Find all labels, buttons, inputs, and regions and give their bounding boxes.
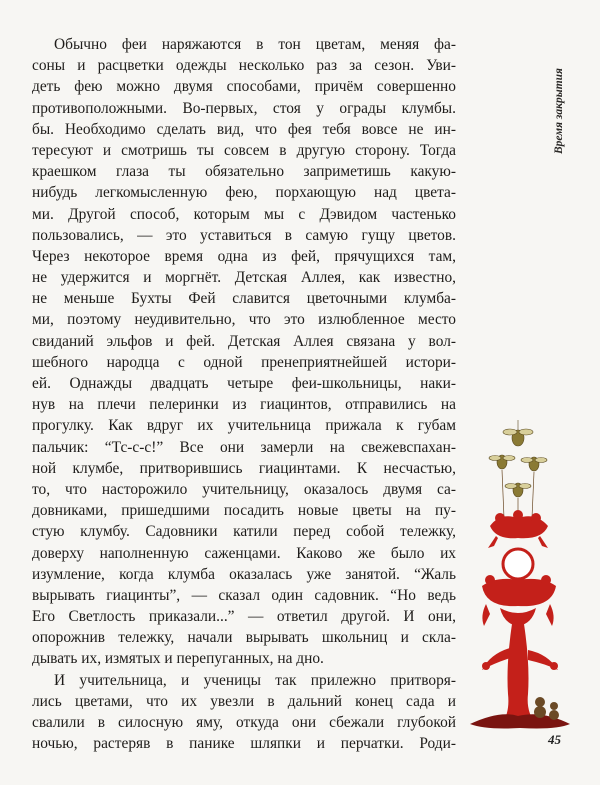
text-line: прогулку. Как вдруг их учительница прижала к губам <box>32 417 456 435</box>
text-line: изумление, когда клумба оказалась уже занятой. “Жаль <box>32 565 456 583</box>
text-line: то, что насторожило учительницу, оказалось двумя са- <box>32 480 456 498</box>
text-line: не удержится и моргнёт. Детская Аллея, как известно, <box>32 269 456 287</box>
text-line: доверху наполненную саженцами. Каково же было их <box>32 544 456 562</box>
text-line: свалили в силосную яму, откуда они сбежали глубокой <box>32 714 456 731</box>
text-line: противоположными. Во-первых, стоя у ограды клумбы. <box>32 99 456 117</box>
text-line: ей. Однажды двадцать четыре феи-школьницы, наки- <box>32 375 456 392</box>
text-line: ми. Другой способ, которым мы с Дэвидом частенько <box>32 205 456 223</box>
text-line: краешком глаза ты обязательно заприметишь какую- <box>32 163 456 181</box>
body-text <box>32 34 456 754</box>
text-line: ми, поэтому неудивительно, что это излюбленное место <box>32 311 456 329</box>
text-line: вырывать гиацинты”, — сказал один садовник. “Но ведь <box>32 586 456 604</box>
text-line: довниками, пришедшими посадить новые цветы на пу- <box>32 502 456 520</box>
tree-trunk <box>502 624 536 724</box>
text-line: опорожнив тележку, начали вырывать школьниц и скла- <box>32 629 456 647</box>
text-line: ночью, растеряв в панике шляпки и перчатки. Роди- <box>32 735 456 753</box>
text-line: соны и расцветки одежды несколько раз за сезон. Уви- <box>32 57 456 75</box>
text-line: тересуют и смотришь ты совсем в другую сторону. Тогда <box>32 141 456 159</box>
bee-figure-left <box>489 455 515 469</box>
text-line: не меньше Бухты Фей славится цветочными клумба- <box>32 290 456 308</box>
text-line: шебного народца с одной пренеприятнейшей истори- <box>32 353 456 371</box>
text-line: Его Светлость приказали...” — ответил другой. И они, <box>32 608 456 626</box>
bee-figure-right <box>521 457 547 471</box>
text-line: И учительница, и ученицы так прилежно притворя- <box>54 671 456 689</box>
text-line: нув на плечи пелеринки из гиацинтов, отправились на <box>32 396 456 414</box>
text-line: бы. Необходимо сделать вид, что фея тебя вовсе не ин- <box>32 120 456 138</box>
page-number: 45 <box>548 732 561 747</box>
text-line: дывать их, измятых и перепуганных, на дно. <box>32 650 324 668</box>
moon-circle <box>503 549 533 579</box>
text-line: пальчик: “Тс-с-с!” Все они замерли на свежевспахан- <box>32 438 456 456</box>
text-line: лись цветами, что их увезли в дальний конец сада и <box>32 692 456 710</box>
text-line: свиданий эльфов и фей. Детская Аллея связана у вол- <box>32 332 456 350</box>
running-head: Время закрытия <box>553 68 565 154</box>
text-line: стую клумбу. Садовники катили перед собой тележку, <box>32 523 456 541</box>
fairy-cluster-middle <box>482 575 556 626</box>
fairy-tree-illustration <box>460 418 578 736</box>
bee-figure-middle <box>505 483 531 497</box>
text-line: Через некоторое время одна из фей, прячущихся там, <box>32 247 456 265</box>
text-line: пользовались, — это уставиться в самую гущу цветов. <box>32 226 456 244</box>
text-line: нибудь легкомысленную фею, порхающую над цвета- <box>32 184 456 202</box>
bee-figure-top <box>503 420 533 446</box>
text-line: деть фею можно двумя способами, причём совершенно <box>32 78 456 96</box>
text-line: ной клумбе, притворившись гиацинтами. К несчастью, <box>32 459 456 477</box>
fairy-cluster-upper <box>488 510 548 548</box>
text-line: Обычно феи наряжаются в тон цветам, меняя фа- <box>54 36 456 53</box>
